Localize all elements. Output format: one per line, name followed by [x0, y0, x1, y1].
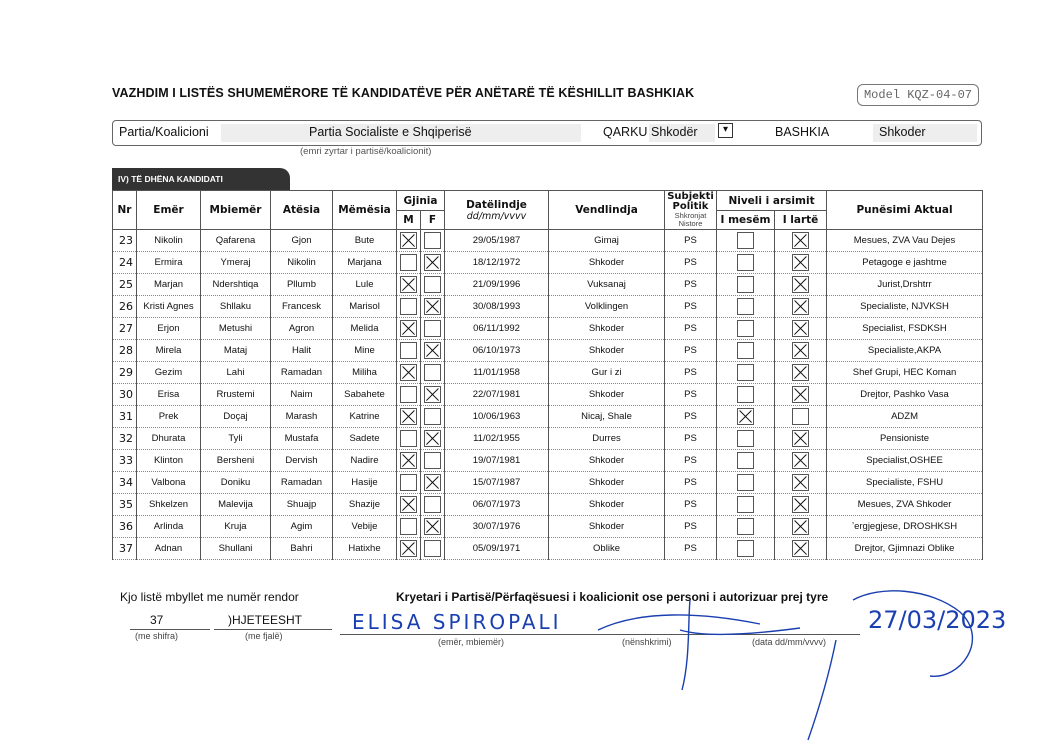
row-atesia[interactable]: Shuajp [271, 494, 333, 516]
digits-hint: (me shifra) [135, 631, 179, 641]
signature-scribble [598, 591, 972, 740]
row-memesia[interactable]: Vebije [333, 516, 397, 538]
row-subjekti[interactable]: PS [665, 428, 717, 450]
row-punesimi[interactable]: Specialiste, NJVKSH [827, 296, 983, 318]
subjekti-sub-label: Shkronjat Nistore [674, 211, 707, 228]
col-vendlindja: Vendlindja [549, 191, 665, 230]
signer-name[interactable]: ELISA SPIROPALI [352, 610, 562, 634]
row-vendlindja[interactable]: Nicaj, Shale [549, 406, 665, 428]
party-label: Partia/Koalicioni [119, 125, 209, 139]
row-subjekti[interactable]: PS [665, 450, 717, 472]
row-dob[interactable]: 29/05/1987 [445, 230, 549, 252]
model-code: Model KQZ-04-07 [857, 84, 979, 106]
row-mbiemer[interactable]: Doniku [201, 472, 271, 494]
row-nr: 24 [113, 252, 137, 274]
row-punesimi[interactable]: Pensioniste [827, 428, 983, 450]
row-vendlindja[interactable]: Gimaj [549, 230, 665, 252]
row-mbiemer[interactable]: Rrustemi [201, 384, 271, 406]
row-dob[interactable]: 11/02/1955 [445, 428, 549, 450]
col-memesia: Mëmësia [333, 191, 397, 230]
signature-hint: (nënshkrimi) [622, 637, 672, 647]
row-subjekti[interactable]: PS [665, 340, 717, 362]
row-mbiemer[interactable]: Kruja [201, 516, 271, 538]
row-vendlindja[interactable]: Shkoder [549, 494, 665, 516]
row-subjekti[interactable]: PS [665, 318, 717, 340]
row-memesia[interactable]: Marjana [333, 252, 397, 274]
row-subjekti[interactable]: PS [665, 406, 717, 428]
row-atesia[interactable]: Agim [271, 516, 333, 538]
row-dob[interactable]: 22/07/1981 [445, 384, 549, 406]
row-nr: 37 [113, 538, 137, 560]
row-vendlindja[interactable]: Shkoder [549, 472, 665, 494]
row-emer[interactable]: Klinton [137, 450, 201, 472]
col-mbiemer: Mbiemër [201, 191, 271, 230]
row-mbiemer[interactable]: Mataj [201, 340, 271, 362]
count-words[interactable]: )HJETEESHT [228, 613, 303, 627]
row-punesimi[interactable]: Mesues, ZVA Shkoder [827, 494, 983, 516]
row-mbiemer[interactable]: Bersheni [201, 450, 271, 472]
row-vendlindja[interactable]: Shkoder [549, 318, 665, 340]
row-nr: 28 [113, 340, 137, 362]
bashkia-label: BASHKIA [775, 125, 830, 139]
row-mbiemer[interactable]: Metushi [201, 318, 271, 340]
signature-date[interactable]: 27/03/2023 [868, 606, 1007, 634]
row-atesia[interactable]: Mustafa [271, 428, 333, 450]
row-vendlindja[interactable]: Shkoder [549, 450, 665, 472]
row-atesia[interactable]: Ramadan [271, 362, 333, 384]
date-format-label: dd/mm/vvvv [466, 210, 527, 222]
row-atesia[interactable]: Bahri [271, 538, 333, 560]
row-emer[interactable]: Erjon [137, 318, 201, 340]
date-hint: (data dd/mm/vvvv) [752, 637, 827, 647]
row-atesia[interactable]: Ramadan [271, 472, 333, 494]
row-atesia[interactable]: Naim [271, 384, 333, 406]
name-hint: (emër, mbiemër) [438, 637, 505, 647]
row-mbiemer[interactable]: Malevija [201, 494, 271, 516]
row-punesimi[interactable]: Specialist,OSHEE [827, 450, 983, 472]
row-nr: 36 [113, 516, 137, 538]
row-punesimi[interactable]: Drejtor, Gjimnazi Oblike [827, 538, 983, 560]
qarku-value: Shkodër [651, 125, 698, 139]
row-subjekti[interactable]: PS [665, 230, 717, 252]
row-dob[interactable]: 30/07/1976 [445, 516, 549, 538]
row-dob[interactable]: 05/09/1971 [445, 538, 549, 560]
row-mbiemer[interactable]: Qafarena [201, 230, 271, 252]
row-emer[interactable]: Valbona [137, 472, 201, 494]
row-dob[interactable]: 15/07/1987 [445, 472, 549, 494]
row-atesia[interactable]: Marash [271, 406, 333, 428]
row-dob[interactable]: 11/01/1958 [445, 362, 549, 384]
row-mbiemer[interactable]: Ndershtiqa [201, 274, 271, 296]
row-punesimi[interactable]: Specialiste, FSHU [827, 472, 983, 494]
subjekti-label: Subjekti Politik [667, 191, 714, 212]
row-subjekti[interactable]: PS [665, 494, 717, 516]
row-memesia[interactable]: Bute [333, 230, 397, 252]
row-atesia[interactable]: Francesk [271, 296, 333, 318]
row-subjekti[interactable]: PS [665, 296, 717, 318]
row-emer[interactable]: Erisa [137, 384, 201, 406]
col-atesia: Atësia [271, 191, 333, 230]
row-nr: 32 [113, 428, 137, 450]
col-niveli: Niveli i arsimit [717, 191, 827, 211]
row-atesia[interactable]: Pllumb [271, 274, 333, 296]
col-mesem: I mesëm [717, 211, 775, 230]
row-nr: 29 [113, 362, 137, 384]
row-emer[interactable]: Kristi Agnes [137, 296, 201, 318]
qarku-label: QARKU [603, 125, 648, 139]
col-gjinia: Gjinia [397, 191, 445, 211]
words-hint: (me fjalë) [245, 631, 283, 641]
row-emer[interactable]: Gezim [137, 362, 201, 384]
row-mbiemer[interactable]: Shullani [201, 538, 271, 560]
row-emer[interactable]: Marjan [137, 274, 201, 296]
row-punesimi[interactable]: ʼergjegjese, DROSHKSH [827, 516, 983, 538]
closing-label: Kjo listë mbyllet me numër rendor [120, 590, 299, 604]
row-subjekti[interactable]: PS [665, 384, 717, 406]
secretary-label: Kryetari i Partisë/Përfaqësuesi i koalicionit ose personi i autorizuar prej tyre [396, 590, 829, 604]
row-vendlindja[interactable]: Vuksanaj [549, 274, 665, 296]
form-title: VAZHDIM I LISTËS SHUMEMËRORE TË KANDIDATËVE PËR ANËTARË TË KËSHILLIT BASHKIAK [112, 86, 695, 100]
row-vendlindja[interactable]: Durres [549, 428, 665, 450]
row-memesia[interactable]: Shazije [333, 494, 397, 516]
row-punesimi[interactable]: Jurist,Drshtrr [827, 274, 983, 296]
row-vendlindja[interactable]: Shkoder [549, 252, 665, 274]
col-emer: Emër [137, 191, 201, 230]
row-memesia[interactable]: Hasije [333, 472, 397, 494]
col-m: M [397, 211, 421, 230]
row-punesimi[interactable]: Specialist, FSDKSH [827, 318, 983, 340]
col-nr: Nr [113, 191, 137, 230]
row-emer[interactable]: Arlinda [137, 516, 201, 538]
section-tab: IV) TË DHËNA KANDIDATI [112, 168, 290, 190]
row-vendlindja[interactable]: Shkoder [549, 516, 665, 538]
row-punesimi[interactable]: Drejtor, Pashko Vasa [827, 384, 983, 406]
row-mbiemer[interactable]: Tyli [201, 428, 271, 450]
row-vendlindja[interactable]: Oblike [549, 538, 665, 560]
row-nr: 25 [113, 274, 137, 296]
col-f: F [421, 211, 445, 230]
qarku-dropdown-icon[interactable]: ▾ [718, 123, 733, 138]
row-dob[interactable]: 21/09/1996 [445, 274, 549, 296]
col-larte: I lartë [775, 211, 827, 230]
row-nr: 23 [113, 230, 137, 252]
row-memesia[interactable]: Sadete [333, 428, 397, 450]
row-atesia[interactable]: Dervish [271, 450, 333, 472]
row-memesia[interactable]: Sabahete [333, 384, 397, 406]
row-vendlindja[interactable]: Volklingen [549, 296, 665, 318]
row-memesia[interactable]: Marisol [333, 296, 397, 318]
row-emer[interactable]: Shkelzen [137, 494, 201, 516]
row-nr: 26 [113, 296, 137, 318]
row-dob[interactable]: 19/07/1981 [445, 450, 549, 472]
row-emer[interactable]: Dhurata [137, 428, 201, 450]
row-punesimi[interactable]: ADZM [827, 406, 983, 428]
row-dob[interactable]: 30/08/1993 [445, 296, 549, 318]
row-emer[interactable]: Mirela [137, 340, 201, 362]
row-memesia[interactable]: Mine [333, 340, 397, 362]
row-dob[interactable]: 06/11/1992 [445, 318, 549, 340]
row-atesia[interactable]: Halit [271, 340, 333, 362]
row-punesimi[interactable]: Mesues, ZVA Vau Dejes [827, 230, 983, 252]
row-emer[interactable]: Nikolin [137, 230, 201, 252]
party-hint: (emri zyrtar i partisë/koalicionit) [300, 146, 432, 157]
row-nr: 31 [113, 406, 137, 428]
row-punesimi[interactable]: Specialiste,AKPA [827, 340, 983, 362]
row-memesia[interactable]: Hatixhe [333, 538, 397, 560]
row-vendlindja[interactable]: Gur i zi [549, 362, 665, 384]
row-mbiemer[interactable]: Lahi [201, 362, 271, 384]
row-nr: 34 [113, 472, 137, 494]
row-mbiemer[interactable]: Ymeraj [201, 252, 271, 274]
row-subjekti[interactable]: PS [665, 362, 717, 384]
row-subjekti[interactable]: PS [665, 472, 717, 494]
row-vendlindja[interactable]: Shkoder [549, 340, 665, 362]
row-subjekti[interactable]: PS [665, 252, 717, 274]
row-atesia[interactable]: Agron [271, 318, 333, 340]
col-punesimi: Punësimi Aktual [827, 191, 983, 230]
row-subjekti[interactable]: PS [665, 516, 717, 538]
bashkia-value: Shkoder [879, 125, 926, 139]
row-subjekti[interactable]: PS [665, 274, 717, 296]
row-memesia[interactable]: Miliha [333, 362, 397, 384]
row-nr: 27 [113, 318, 137, 340]
row-emer[interactable]: Ermira [137, 252, 201, 274]
row-emer[interactable]: Adnan [137, 538, 201, 560]
row-punesimi[interactable]: Shef Grupi, HEC Koman [827, 362, 983, 384]
row-punesimi[interactable]: Petagoge e jashtme [827, 252, 983, 274]
row-vendlindja[interactable]: Shkoder [549, 384, 665, 406]
row-nr: 30 [113, 384, 137, 406]
row-atesia[interactable]: Nikolin [271, 252, 333, 274]
row-dob[interactable]: 06/10/1973 [445, 340, 549, 362]
datelindje-label: Datëlindje [466, 198, 527, 211]
row-dob[interactable]: 06/07/1973 [445, 494, 549, 516]
row-emer[interactable]: Prek [137, 406, 201, 428]
row-nr: 35 [113, 494, 137, 516]
row-subjekti[interactable]: PS [665, 538, 717, 560]
row-dob[interactable]: 10/06/1963 [445, 406, 549, 428]
row-memesia[interactable]: Lule [333, 274, 397, 296]
row-atesia[interactable]: Gjon [271, 230, 333, 252]
row-mbiemer[interactable]: Shllaku [201, 296, 271, 318]
row-memesia[interactable]: Nadire [333, 450, 397, 472]
row-mbiemer[interactable]: Doçaj [201, 406, 271, 428]
row-nr: 33 [113, 450, 137, 472]
count-digits[interactable]: 37 [150, 613, 164, 627]
row-memesia[interactable]: Katrine [333, 406, 397, 428]
row-memesia[interactable]: Melida [333, 318, 397, 340]
party-value: Partia Socialiste e Shqiperisë [309, 125, 472, 139]
row-dob[interactable]: 18/12/1972 [445, 252, 549, 274]
